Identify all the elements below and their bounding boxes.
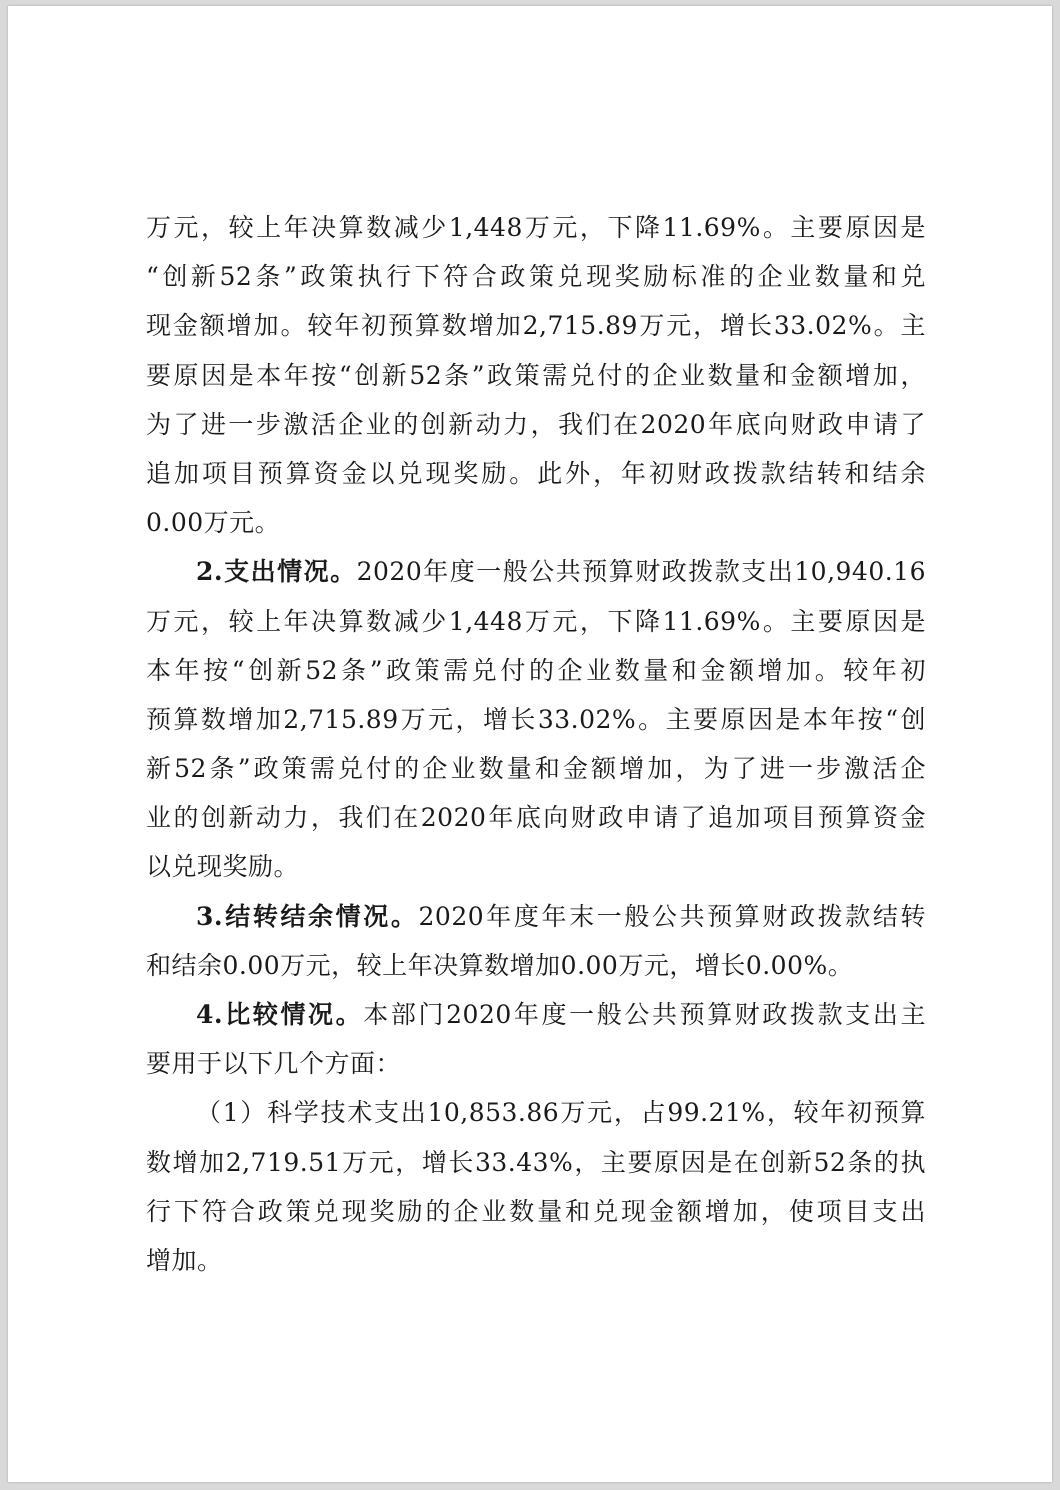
text-line: 0.00万元。	[146, 508, 281, 538]
section-heading: 2.支出情况。	[196, 557, 357, 587]
text-line: 万元，较上年决算数减少1,448万元，下降11.69%。主要原因是	[146, 213, 926, 242]
paragraph-income-continuation	[146, 203, 926, 547]
paragraph-first-line: （1）科学技术支出10,853.86万元，占99.21%，较年初预算	[196, 1098, 926, 1128]
paragraph-first-line	[146, 547, 926, 596]
text-run: 2020年度年末一般公共预算财政拨款结转	[418, 901, 926, 931]
text-line: 预算数增加2,715.89万元，增长33.02%。主要原因是本年按“创	[146, 704, 926, 734]
paragraph-first-line	[146, 990, 926, 1039]
text-line: 新52条”政策需兑付的企业数量和金额增加，为了进一步激活企	[146, 754, 926, 784]
text-line: 要原因是本年按“创新52条”政策需兑付的企业数量和金额增加，	[146, 360, 926, 390]
text-line: 增加。	[146, 1245, 223, 1275]
text-line: “创新52条”政策执行下符合政策兑现奖励标准的企业数量和兑	[146, 262, 926, 292]
text-line: 数增加2,719.51万元，增长33.43%，主要原因是在创新52条的执	[146, 1147, 926, 1177]
text-line: 和结余0.00万元，较上年决算数增加0.00万元，增长0.00%。	[146, 950, 854, 980]
paragraph-expenditure	[146, 547, 926, 891]
text-line: 业的创新动力，我们在2020年底向财政申请了追加项目预算资金	[146, 803, 926, 833]
text-line: 行下符合政策兑现奖励的企业数量和兑现金额增加，使项目支出	[146, 1196, 926, 1226]
paragraph-carryover	[146, 892, 926, 990]
paragraph-comparison	[146, 990, 926, 1088]
section-heading: 3.结转结余情况。	[196, 901, 419, 931]
text-line: 万元，较上年决算数减少1,448万元，下降11.69%。主要原因是	[146, 606, 926, 636]
section-heading: 4.比较情况。	[196, 1000, 364, 1029]
text-line: 本年按“创新52条”政策需兑付的企业数量和金额增加。较年初	[146, 655, 926, 685]
text-run: 本部门2020年度一般公共预算财政拨款支出主	[363, 1000, 926, 1029]
document-page	[8, 6, 1052, 1482]
text-line: 以兑现奖励。	[146, 852, 300, 882]
paragraph-science-tech	[146, 1088, 926, 1285]
text-line: 为了进一步激活企业的创新动力，我们在2020年底向财政申请了	[146, 409, 926, 439]
text-line: 追加项目预算资金以兑现奖励。此外，年初财政拨款结转和结余	[146, 458, 926, 488]
document-body	[146, 203, 926, 1285]
text-run: 2020年度一般公共预算财政拨款支出10,940.16	[356, 557, 926, 587]
text-line: 要用于以下几个方面：	[146, 1049, 402, 1079]
text-line: 现金额增加。较年初预算数增加2,715.89万元，增长33.02%。主	[146, 311, 926, 341]
paragraph-first-line	[146, 892, 926, 941]
